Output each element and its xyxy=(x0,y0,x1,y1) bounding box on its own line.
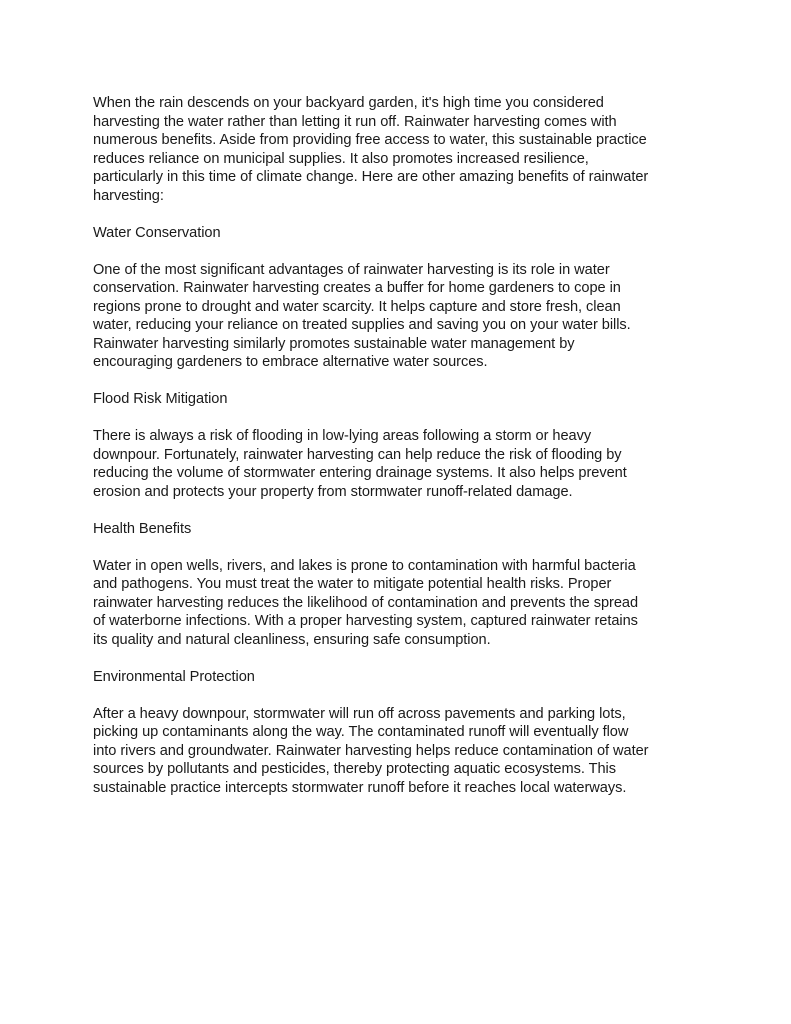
document-body xyxy=(93,94,705,816)
paragraph-line: conservation. Rainwater harvesting creates a buffer for home gardeners to cope in xyxy=(93,280,621,296)
intro-line: When the rain descends on your backyard garden, it's high time you considered xyxy=(93,95,604,111)
section-paragraph-flood-risk xyxy=(93,427,705,501)
section-heading-environmental-protection: Environmental Protection xyxy=(93,668,255,685)
paragraph-line: picking up contaminants along the way. The contaminated runoff will eventually flow xyxy=(93,724,629,740)
section-heading-flood-risk: Flood Risk Mitigation xyxy=(93,391,228,407)
paragraph-line: rainwater harvesting reduces the likelihood of contamination and prevents the spread xyxy=(93,594,639,611)
paragraph-line: encouraging gardeners to embrace alternative water sources. xyxy=(93,354,488,370)
intro-line: reduces reliance on municipal supplies. It also promotes increased resilience, xyxy=(93,150,589,167)
paragraph-line: downpour. Fortunately, rainwater harvesting can help reduce the risk of flooding by xyxy=(93,446,622,463)
paragraph-line: into rivers and groundwater. Rainwater harvesting helps reduce contamination of water xyxy=(93,742,649,759)
section-paragraph-health-benefits xyxy=(93,557,705,650)
paragraph-line: reducing the volume of stormwater entering drainage systems. It also helps prevent xyxy=(93,465,627,481)
section-heading-health-benefits: Health Benefits xyxy=(93,520,192,537)
paragraph-line: regions prone to drought and water scarcity. It helps capture and store fresh, clean xyxy=(93,298,621,315)
paragraph-line: sustainable practice intercepts stormwater runoff before it reaches local waterways. xyxy=(93,779,627,796)
paragraph-line: There is always a risk of flooding in low-lying areas following a storm or heavy xyxy=(93,428,592,444)
paragraph-line: erosion and protects your property from stormwater runoff-related damage. xyxy=(93,483,573,500)
paragraph-line: Rainwater harvesting similarly promotes sustainable water management by xyxy=(93,335,575,352)
section-paragraph-environmental-protection xyxy=(93,705,705,798)
intro-line: harvesting the water rather than letting it run off. Rainwater harvesting comes with xyxy=(93,113,617,130)
paragraph-line: One of the most significant advantages of rainwater harvesting is its role in water xyxy=(93,261,610,278)
intro-line: harvesting: xyxy=(93,187,164,204)
section-paragraph-water-conservation xyxy=(93,261,705,372)
paragraph-line: After a heavy downpour, stormwater will run off across pavements and parking lots, xyxy=(93,705,626,722)
paragraph-line: sources by pollutants and pesticides, thereby protecting aquatic ecosystems. This xyxy=(93,761,616,777)
intro-paragraph xyxy=(93,94,705,205)
intro-line: particularly in this time of climate change. Here are other amazing benefits of rainwater xyxy=(93,169,649,185)
paragraph-line: and pathogens. You must treat the water to mitigate potential health risks. Proper xyxy=(93,576,612,592)
intro-line: numerous benefits. Aside from providing free access to water, this sustainable practice xyxy=(93,132,647,148)
paragraph-line: its quality and natural cleanliness, ensuring safe consumption. xyxy=(93,631,491,648)
paragraph-line: Water in open wells, rivers, and lakes is prone to contamination with harmful bacteria xyxy=(93,557,636,574)
paragraph-line: water, reducing your reliance on treated supplies and saving you on your water bills. xyxy=(93,317,631,333)
paragraph-line: of waterborne infections. With a proper harvesting system, captured rainwater retains xyxy=(93,613,638,629)
section-heading-water-conservation: Water Conservation xyxy=(93,224,221,241)
